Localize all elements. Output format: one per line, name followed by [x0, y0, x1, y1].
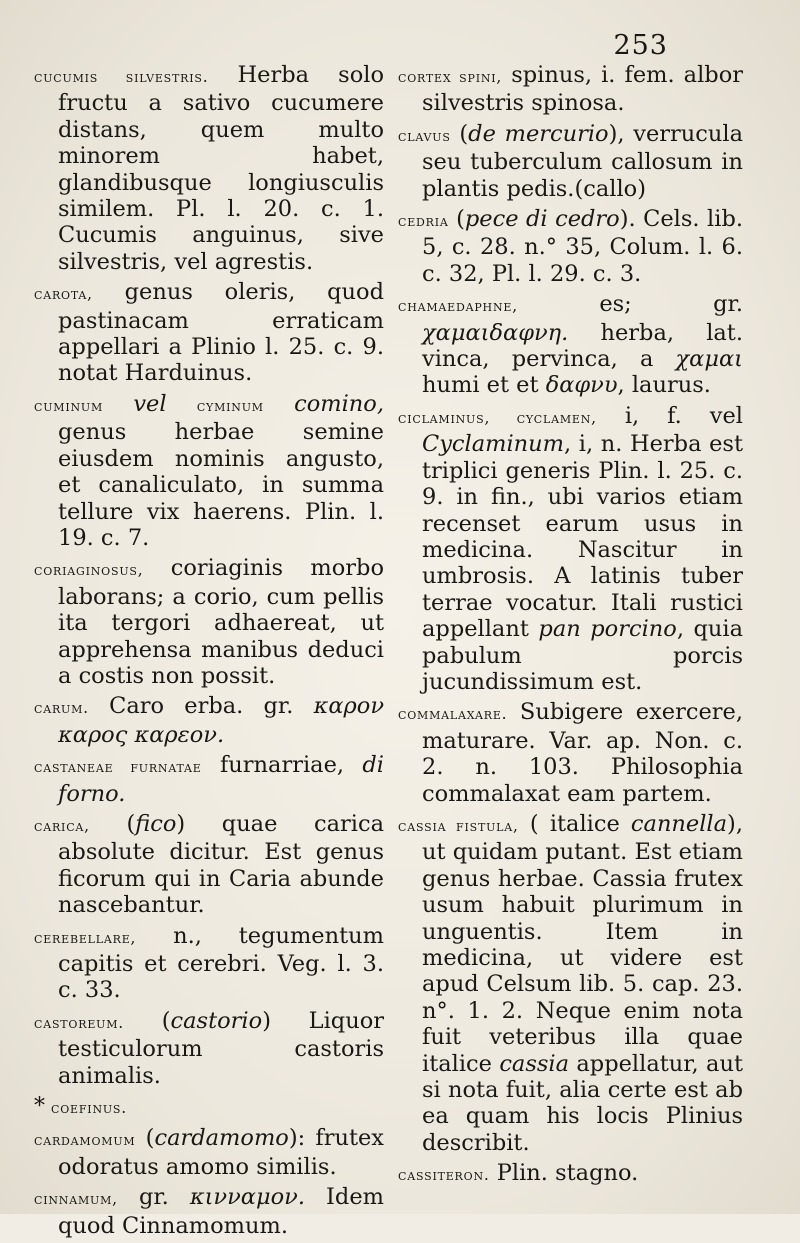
headword: cucumis silvestris.: [34, 68, 209, 86]
definition: genus herbae semine eiusdem nominis angusto, et canaliculato, in summa tellure vix haerens. Plin. l. 19. c. 7.: [58, 419, 384, 551]
right-column: [398, 62, 743, 1193]
latin-variant: Cyclaminum: [422, 431, 564, 458]
definition-cont: , quia pabulum porcis jucundissimum est.: [422, 616, 744, 695]
headword: carica,: [34, 816, 90, 835]
definition: gr.: [117, 1184, 190, 1211]
definition: coriaginis morbo laborans; a corio, cum pellis ita tergori adhaereat, ut apprehensa manibus deduci a costis non possit.: [58, 555, 384, 689]
entry-castaneae: [34, 752, 384, 807]
entry-carota: [34, 279, 384, 387]
headword: cassia fistula,: [398, 816, 519, 835]
definition: ) Liquor testiculorum castoris animalis.: [58, 1007, 385, 1089]
italian-gloss: cannella: [630, 810, 728, 837]
greek-text: χαμαι: [675, 346, 743, 373]
italian-gloss: fico: [135, 810, 177, 837]
headword: chamaedaphne,: [398, 297, 518, 316]
headword: ciclaminus, cyclamen,: [398, 408, 597, 427]
greek-text: καρον καρος καρεον.: [58, 693, 384, 748]
entry-cardamomum: [34, 1125, 384, 1180]
definition: Caro erba. gr.: [88, 693, 314, 720]
definition: i, f. vel: [596, 402, 743, 429]
headword: castaneae furnatae: [34, 758, 202, 777]
headword: cortex spini,: [398, 68, 503, 86]
greek-text: κινναμον.: [189, 1184, 305, 1211]
definition: ), ut quidam putant. Est etiam genus herbae. Cassia frutex usum habuit plurimum in unguentis. Item in medicina, ut videre est apud Celsum lib. 5. cap. 23. n°. 1. 2. Neque enim nota fuit veteribus illa quae italice: [422, 810, 743, 1077]
definition-cont: herba, lat. vinca, pervinca, a: [422, 319, 743, 373]
paren-open: (: [124, 1007, 171, 1034]
definition: ), verrucula seu tuberculum callosum in plantis pedis.(callo): [422, 120, 743, 202]
italian-gloss: de mercurio: [468, 120, 609, 147]
headword: commalaxare.: [398, 705, 508, 724]
paren-open: (: [448, 206, 465, 233]
entry-clavus: [398, 121, 743, 202]
headword: cedria: [398, 212, 449, 231]
definition: furnarriae,: [201, 752, 363, 779]
definition: Plin. stagno.: [489, 1160, 639, 1187]
entry-cuminum: [34, 391, 384, 551]
italian-gloss: castorio: [170, 1007, 263, 1034]
entry-carica: [34, 811, 384, 919]
entry-coriaginosus: [34, 555, 384, 689]
definition-cont: , laurus.: [617, 372, 711, 399]
entry-carum: [34, 693, 384, 748]
definition-cont: Idem quod Cinnamomum.: [58, 1184, 384, 1239]
headword: cinnamum,: [34, 1190, 118, 1209]
definition: spinus, i. fem. albor silvestris spinosa.: [422, 62, 743, 117]
paren-open: ( italice: [518, 810, 631, 837]
definition: ) quae carica absolute dicitur. Est genus ficorum qui in Caria abunde nascebantur.: [58, 810, 384, 919]
entry-cassiteron: [398, 1160, 743, 1188]
entry-commalaxare: [398, 699, 743, 807]
entry-cedria: [398, 206, 743, 287]
headword: coefinus.: [51, 1099, 127, 1118]
headword: cardamomum: [34, 1131, 136, 1150]
entry-ciclaminus: [398, 403, 743, 695]
italian-gloss: pece di cedro: [464, 206, 620, 233]
headword: carum.: [34, 699, 89, 718]
entry-castoreum: [34, 1008, 384, 1089]
page-number: 253: [613, 30, 668, 61]
headword: cerebellare,: [34, 928, 137, 947]
definition: ). Cels. lib. 5, c. 28. n.° 35, Colum. l. 6. c. 32, Pl. l. 29. c. 3.: [422, 206, 743, 287]
italian-gloss: cardamomo: [154, 1125, 289, 1152]
definition-cont: humi et et: [422, 372, 546, 399]
greek-text: δαφνυ: [545, 372, 618, 399]
entry-cerebellare: [34, 923, 384, 1004]
definition: n., tegumentum capitis et cerebri. Veg. l. 3. c. 33.: [58, 922, 384, 1004]
entry-cinnamum: [34, 1184, 384, 1239]
definition: es; gr.: [517, 291, 743, 318]
headword: cuminum: [34, 396, 104, 415]
headword: coriaginosus,: [34, 561, 144, 580]
headword: clavus: [398, 126, 451, 145]
italian-gloss: di forno.: [58, 752, 384, 807]
definition-cont: , i, n. Herba est triplici generis Plin. l. 25. c. 9. in fin., ubi varios etiam recenset earum usus in medicina. Nascitur in umbrosis. A latinis tuber terrae vocatur. Itali rustici appellant: [422, 431, 743, 643]
paren-open: (: [450, 120, 469, 147]
entry-cassia-fistula: [398, 811, 743, 1156]
connector: vel: [103, 390, 197, 417]
headword-variant: cyminum: [196, 396, 264, 415]
headword: cassiteron.: [398, 1166, 490, 1185]
italian-gloss: comino,: [263, 390, 384, 417]
definition-cont: appellatur, aut si nota fuit, alia certe est ab ea quam his locis Plinius describit.: [422, 1050, 743, 1156]
entry-cortex-spini: [398, 62, 743, 117]
definition: genus oleris, quod pastinacam erraticam appellari a Plinio l. 25. c. 9. notat Harduinus.: [58, 279, 384, 387]
paren-open: (: [89, 810, 136, 837]
headword: carota,: [34, 285, 93, 304]
definition: Subigere exercere, maturare. Var. ap. Non. c. 2. n. 103. Philosophia commalaxat eam partem.: [422, 699, 743, 807]
left-column: [34, 62, 384, 1243]
entry-cucumis: [34, 62, 384, 275]
italian-gloss: pan porcino: [538, 616, 677, 643]
italian-gloss: cassia: [499, 1050, 570, 1077]
entry-chamaedaphne: [398, 291, 743, 399]
greek-text: χαμαιδαφνη.: [422, 319, 569, 346]
definition: ): frutex odoratus amomo similis.: [58, 1125, 384, 1180]
entry-coefinus: [34, 1093, 384, 1121]
asterisk-marker: *: [34, 1094, 45, 1120]
definition: Herba solo fructu a sativo cucumere distans, quem multo minorem habet, glandibusque longiusculis similem. Pl. l. 20. c. 1. Cucumis anguinus, sive silvestris, vel agrestis.: [58, 62, 384, 275]
headword: castoreum.: [34, 1013, 125, 1032]
paren-open: (: [135, 1125, 155, 1152]
